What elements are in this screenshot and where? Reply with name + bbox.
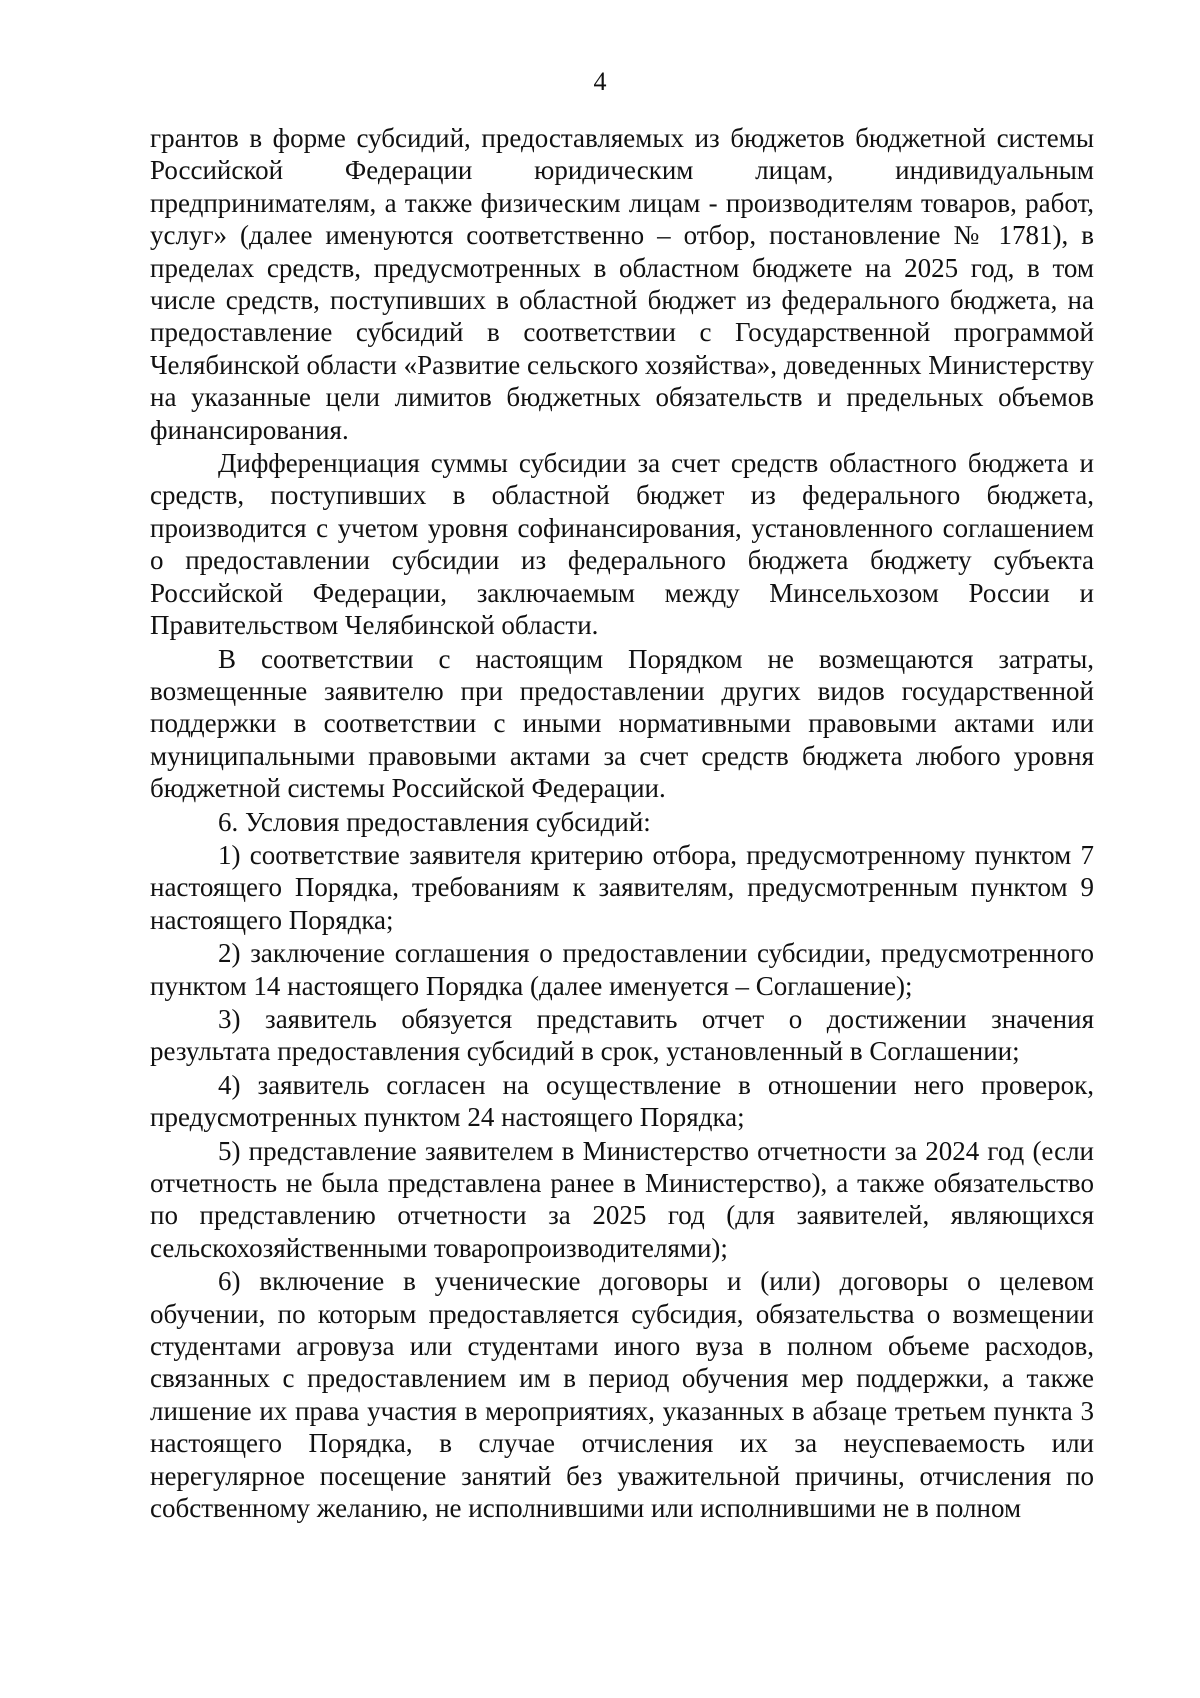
list-item-condition-3: 3) заявитель обязуется представить отчет о достижении значения результата предоставления субсидий в срок, установленный в Соглашении;	[150, 1003, 1094, 1067]
list-item-condition-2: 2) заключение соглашения о предоставлении субсидии, предусмотренного пунктом 14 настоящего Порядка (далее именуется – Соглашение);	[150, 938, 1094, 1001]
paragraph-subsidy-differentiation: Дифференциация суммы субсидии за счет средств областного бюджета и средств, поступивших в областной бюджет из федерального бюджета, производится с учетом уровня софинансирования, установленного соглашением о предоставлении субсидии из федерального бюджета бюджету субъекта Российской Федерации, заключаемым между Минсельхозом России и Правительством Челябинской области.	[150, 448, 1094, 641]
list-item-condition-6: 6) включение в ученические договоры и (или) договоры о целевом обучении, по которым предоставляется субсидия, обязательства о возмещении студентами агровуза или студентами иного вуза в полном объеме расходов, связанных с предоставлением им в период обучения мер поддержки, а также лишение их права участия в мероприятиях, указанных в абзаце третьем пункта 3 настоящего Порядка, в случае отчисления их за неуспеваемость или нерегулярное посещение занятий без уважительной причины, отчисления по собственному желанию, не исполнившими или исполнившими не в полном	[150, 1266, 1094, 1524]
paragraph-non-reimbursable-costs: В соответствии с настоящим Порядком не возмещаются затраты, возмещенные заявителю при предоставлении других видов государственной поддержки в соответствии с иными нормативными правовыми актами или муниципальными правовыми актами за счет средств бюджета любого уровня бюджетной системы Российской Федерации.	[150, 643, 1094, 804]
page-number: 4	[593, 67, 607, 96]
document-body	[150, 122, 1094, 1524]
section-heading-conditions: 6. Условия предоставления субсидий:	[218, 806, 651, 837]
list-item-condition-5: 5) представление заявителем в Министерство отчетности за 2024 год (если отчетность не была представлена ранее в Министерство), а также обязательство по представлению отчетности за 2025 год (для заявителей, являющихся сельскохозяйственными товаропроизводителями);	[150, 1135, 1094, 1263]
list-item-condition-1: 1) соответствие заявителя критерию отбора, предусмотренному пунктом 7 настоящего Порядка, требованиям к заявителям, предусмотренным пунктом 9 настоящего Порядка;	[150, 839, 1094, 935]
list-item-condition-4: 4) заявитель согласен на осуществление в отношении него проверок, предусмотренных пунктом 24 настоящего Порядка;	[150, 1069, 1094, 1133]
paragraph-continuation-grants: грантов в форме субсидий, предоставляемых из бюджетов бюджетной системы Российской Федерации юридическим лицам, индивидуальным предпринимателям, а также физическим лицам - производителям товаров, работ, услуг» (далее именуются соответственно – отбор, постановление № 1781), в пределах средств, предусмотренных в областном бюджете на 2025 год, в том числе средств, поступивших в областной бюджет из федерального бюджета, на предоставление субсидий в соответствии с Государственной программой Челябинской области «Развитие сельского хозяйства», доведенных Министерству на указанные цели лимитов бюджетных обязательств и предельных объемов финансирования.	[150, 123, 1094, 445]
